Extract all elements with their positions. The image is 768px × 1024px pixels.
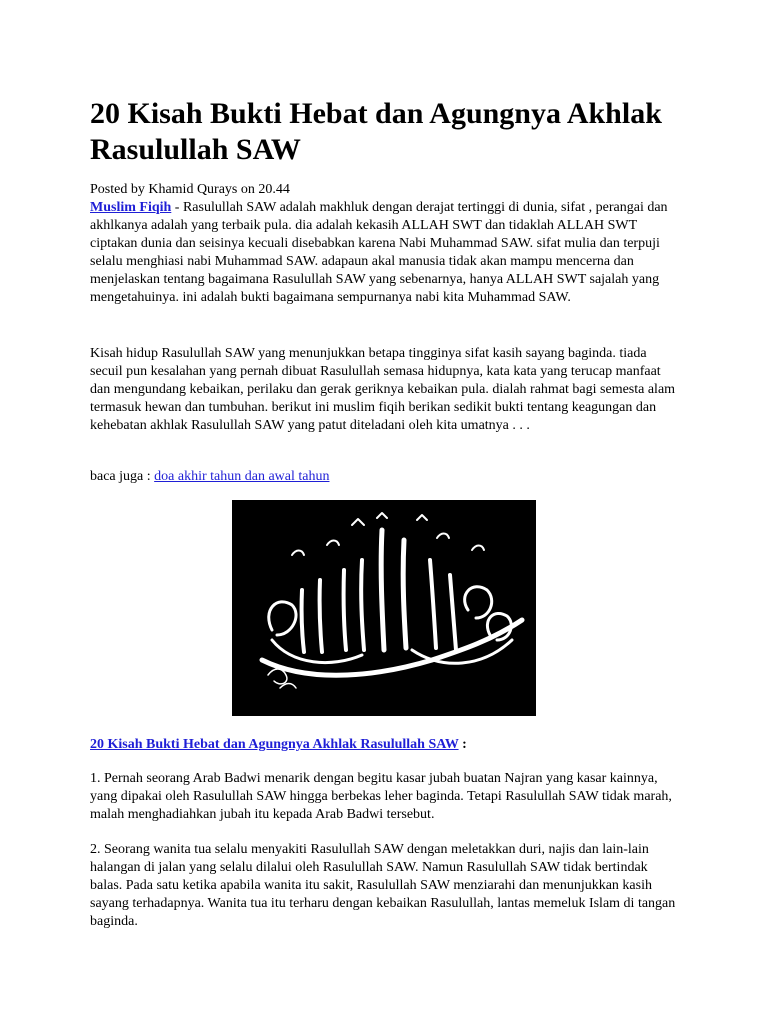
intro-paragraph — [90, 199, 680, 307]
section-heading-link[interactable]: 20 Kisah Bukti Hebat dan Agungnya Akhlak Rasulullah SAW — [90, 737, 459, 752]
calligraphy-artwork — [232, 500, 536, 716]
list-item-1: 1. Pernah seorang Arab Badwi menarik dengan begitu kasar jubah buatan Najran yang kasar kainnya, yang dipakai oleh Rasulullah SAW hingga berbekas leher baginda. Tetapi Rasulullah SAW tidak marah, malah menghadiahkan jubah itu kepada Arab Badwi tersebut. — [90, 771, 672, 822]
page-title: 20 Kisah Bukti Hebat dan Agungnya Akhlak Rasulullah SAW — [90, 97, 662, 166]
muslim-fiqih-link[interactable]: Muslim Fiqih — [90, 200, 172, 215]
list-item-2: 2. Seorang wanita tua selalu menyakiti Rasulullah SAW dengan meletakkan duri, najis dan lain-lain halangan di jalan yang selalu dilalui oleh Rasulullah SAW. Namun Rasulullah SAW tidak bertindak balas. Pada satu ketika apabila wanita itu sakit, Rasulullah SAW menziarahi dan menunjukkan kasih sayang terhadapnya. Wanita tua itu terharu dengan kebaikan Rasulullah, lantas memeluk Islam di tangan baginda. — [90, 842, 676, 929]
baca-juga-label: baca juga : — [90, 469, 155, 484]
baca-juga-line — [90, 468, 680, 486]
post-meta: Posted by Khamid Qurays on 20.44 — [90, 182, 290, 197]
calligraphy-image — [232, 500, 536, 716]
section-heading-colon: : — [458, 737, 467, 752]
baca-juga-link[interactable]: doa akhir tahun dan awal tahun — [154, 469, 330, 484]
intro-text: - Rasulullah SAW adalah makhluk dengan derajat tertinggi di dunia, sifat , perangai dan akhlkanya adalah yang terbaik pula. dia adalah kekasih ALLAH SWT dan tidaklah ALLAH SWT ciptakan dunia dan seisinya kecuali disebabkan karena Nabi Muhammad SAW. sifat mulia dan terpuji selalu menghiasi nabi Muhammad SAW. adapaun akal manusia tidak akan mampu mencerna dan menjelaskan tentang bagaimana Rasulullah SAW yang sebenarnya, hanya ALLAH SWT sajalah yang mengetahuinya. ini adalah bukti bagaimana sempurnanya nabi kita Muhammad SAW. — [90, 200, 668, 305]
paragraph-2: Kisah hidup Rasulullah SAW yang menunjukkan betapa tingginya sifat kasih sayang baginda. tiada secuil pun kesalahan yang pernah dibuat Rasulullah semasa hidupnya, kata kata yang terucap manfaat dan mengundang kebaikan, perilaku dan gerak geriknya kebaikan pula. dialah rahmat bagi semesta alam termasuk hewan dan tumbuhan. berikut ini muslim fiqih berikan sedikit bukti tentang keagungan dan kehebatan akhlak Rasulullah SAW yang patut diteladani oleh kita umatnya . . . — [90, 346, 676, 433]
section-heading — [90, 736, 680, 754]
